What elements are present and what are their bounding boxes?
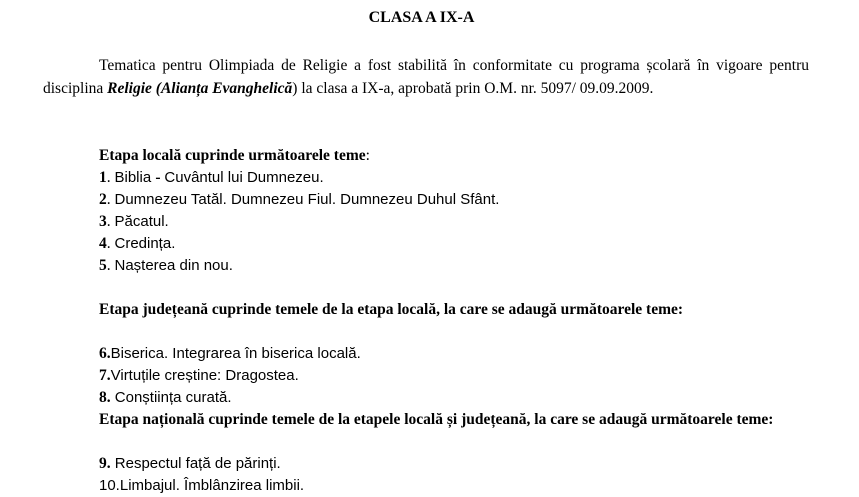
county-item-7: 7.Virtuțile creștine: Dragostea. xyxy=(99,367,299,384)
item-number: 6. xyxy=(99,345,111,362)
county-item-6: 6.Biserica. Integrarea în biserica locală. xyxy=(99,345,361,362)
local-item-3: 3. Păcatul. xyxy=(99,213,169,230)
item-number: 3 xyxy=(99,213,107,230)
local-item-2: 2. Dumnezeu Tatăl. Dumnezeu Fiul. Dumnezeu Duhul Sfânt. xyxy=(99,191,500,208)
item-number: 8. xyxy=(99,389,111,406)
page-title: CLASA A IX-A xyxy=(368,9,475,26)
county-stage-heading: Etapa județeană cuprinde temele de la etapa locală, la care se adaugă următoarele teme: xyxy=(99,301,684,318)
item-number: 10. xyxy=(99,477,120,494)
item-number: 7. xyxy=(99,367,111,384)
intro-subject: Religie (Alianța Evanghelică xyxy=(107,79,293,97)
national-item-10: 10.Limbajul. Îmblânzirea limbii. xyxy=(99,477,305,494)
local-item-4: 4. Credința. xyxy=(99,235,176,252)
local-item-5: 5. Nașterea din nou. xyxy=(99,257,233,274)
item-number: 4 xyxy=(99,235,107,252)
national-item-9: 9. Respectul față de părinți. xyxy=(99,455,281,472)
intro-text-part2: ) la clasa a IX-a, aprobată prin O.M. nr. 5097/ 09.09.2009. xyxy=(292,79,654,97)
intro-text-part1: Tematica pentru Olimpiada de Religie a fost stabilită în conformitate cu programa școlară în vigoare pentru disciplina xyxy=(43,57,809,97)
item-number: 1 xyxy=(99,169,107,186)
item-number: 2 xyxy=(99,191,107,208)
local-item-1: 1. Biblia - Cuvântul lui Dumnezeu. xyxy=(99,169,324,186)
intro-paragraph xyxy=(43,55,809,100)
item-number: 9. xyxy=(99,455,111,472)
county-item-8: 8. Conștiința curată. xyxy=(99,389,232,406)
local-stage-heading: Etapa locală cuprinde următoarele teme: xyxy=(99,147,370,164)
item-number: 5 xyxy=(99,257,107,274)
national-stage-heading: Etapa națională cuprinde temele de la etapele locală și județeană, la care se adaugă următoarele teme: xyxy=(99,411,774,428)
